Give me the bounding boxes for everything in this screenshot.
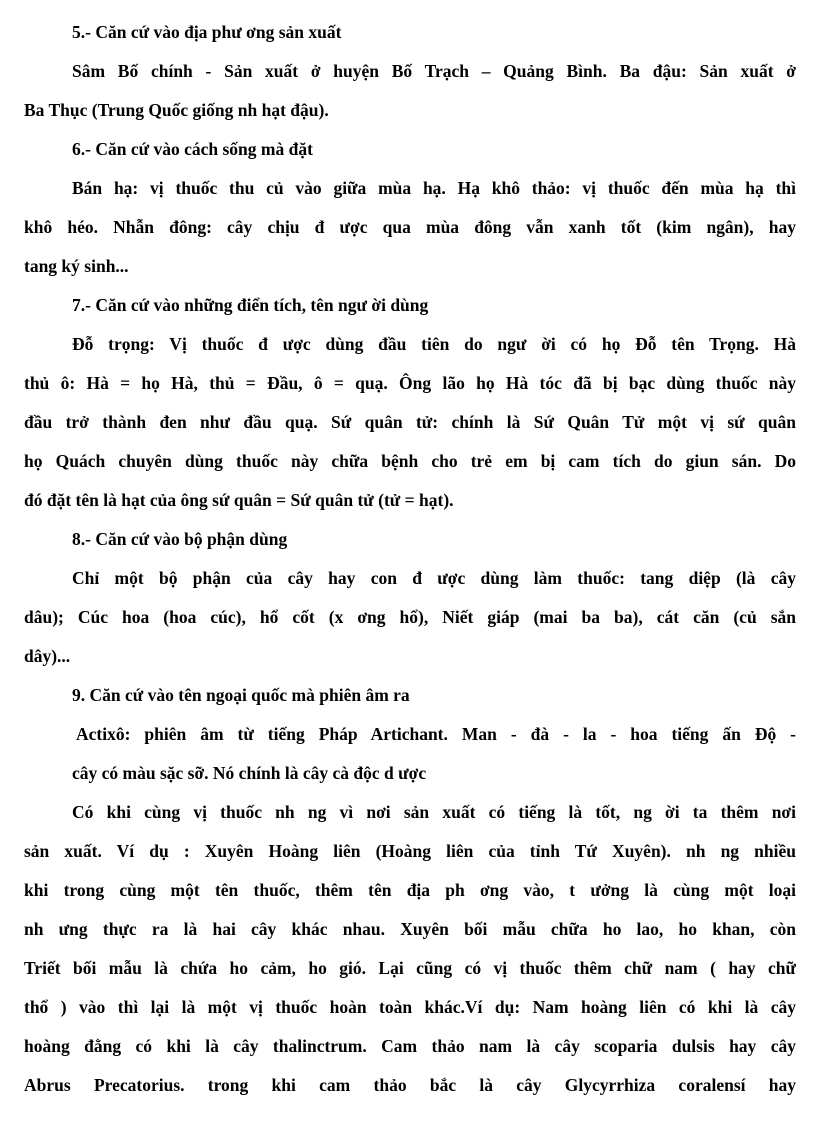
paragraph-line: Bán hạ: vị thuốc thu củ vào giữa mùa hạ. Hạ khô thảo: vị thuốc đến mùa hạ thì	[72, 178, 796, 198]
paragraph-line: Chỉ một bộ phận của cây hay con đ ược dùng làm thuốc: tang diệp (là cây	[72, 568, 796, 588]
paragraph-line: đó đặt tên là hạt của ông sứ quân = Sứ quân tử (tử = hạt).	[24, 490, 454, 510]
section-heading-line: 9. Căn cứ vào tên ngoại quốc mà phiên âm ra	[72, 685, 410, 705]
section-heading-line: 6.- Căn cứ vào cách sống mà đặt	[72, 139, 313, 159]
paragraph-line: thủ ô: Hà = họ Hà, thủ = Đầu, ô = quạ. Ông lão họ Hà tóc đã bị bạc dùng thuốc này	[24, 373, 796, 393]
paragraph-line: sản xuất. Ví dụ : Xuyên Hoàng liên (Hoàng liên của tỉnh Tứ Xuyên). nh ng nhiều	[24, 841, 796, 861]
paragraph-line: Triết bối mẫu là chứa ho cảm, ho gió. Lại cũng có vị thuốc thêm chữ nam ( hay chữ	[24, 958, 796, 978]
document-page	[24, 14, 796, 1106]
paragraph-line: dây)...	[24, 646, 71, 666]
paragraph-line: nh ưng thực ra là hai cây khác nhau. Xuyên bối mẫu chữa ho lao, ho khan, còn	[24, 919, 796, 939]
section-heading-line: cây có màu sặc sỡ. Nó chính là cây cà độc d ược	[72, 763, 427, 783]
section-heading-line: 7.- Căn cứ vào những điển tích, tên ngư ời dùng	[72, 295, 429, 315]
paragraph-line: Ba Thục (Trung Quốc giống nh hạt đậu).	[24, 100, 329, 120]
paragraph-line: thổ ) vào thì lại là một vị thuốc hoàn toàn khác.Ví dụ: Nam hoàng liên có khi là cây	[24, 997, 796, 1017]
paragraph-line: Actixô: phiên âm từ tiếng Pháp Artichant. Man - đà - la - hoa tiếng ấn Độ -	[76, 724, 796, 744]
paragraph-line: đầu trở thành đen như đầu quạ. Sứ quân tử: chính là Sứ Quân Tử một vị sứ quân	[24, 412, 796, 432]
paragraph-line: dâu); Cúc hoa (hoa cúc), hổ cốt (x ơng hổ), Niết giáp (mai ba ba), cát căn (củ sắn	[24, 607, 796, 627]
paragraph-line: hoàng đằng có khi là cây thalinctrum. Cam thảo nam là cây scoparia dulsis hay cây	[24, 1036, 796, 1056]
paragraph-line: Đỗ trọng: Vị thuốc đ ược dùng đầu tiên do ngư ời có họ Đỗ tên Trọng. Hà	[72, 334, 796, 354]
paragraph-line: khô héo. Nhẫn đông: cây chịu đ ược qua mùa đông vẫn xanh tốt (kim ngân), hay	[24, 217, 796, 237]
paragraph-line: khi trong cùng một tên thuốc, thêm tên địa ph ơng vào, t ưởng là cùng một loại	[24, 880, 796, 900]
paragraph-line: Abrus Precatorius. trong khi cam thảo bắc là cây Glycyrrhiza coralensí hay	[24, 1075, 796, 1095]
paragraph-line: họ Quách chuyên dùng thuốc này chữa bệnh cho trẻ em bị cam tích do giun sán. Do	[24, 451, 796, 471]
paragraph-line: Có khi cùng vị thuốc nh ng vì nơi sản xuất có tiếng là tốt, ng ời ta thêm nơi	[72, 802, 796, 822]
section-heading-line: 5.- Căn cứ vào địa phư ơng sản xuất	[72, 22, 342, 42]
paragraph-line: Sâm Bố chính - Sản xuất ở huyện Bố Trạch – Quảng Bình. Ba đậu: Sản xuất ở	[72, 61, 796, 81]
paragraph-line: tang ký sinh...	[24, 256, 129, 276]
section-heading-line: 8.- Căn cứ vào bộ phận dùng	[72, 529, 288, 549]
